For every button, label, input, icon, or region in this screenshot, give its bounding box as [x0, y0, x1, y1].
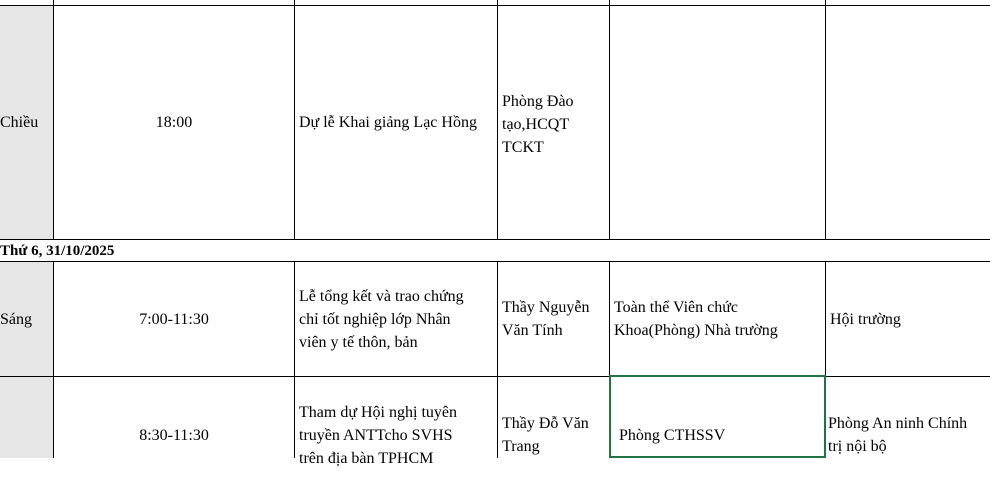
grid-line [0, 239, 990, 240]
lead-line: Thầy Nguyễn [502, 299, 590, 316]
location-line: Phòng An ninh Chính [828, 415, 968, 432]
content-label: Dự lễ Khai giảng Lạc Hồng [299, 114, 477, 131]
lead-line: Văn Tính [502, 322, 563, 339]
grid-line [0, 376, 990, 377]
location-line: trị nội bộ [828, 438, 887, 455]
grid-line [53, 0, 54, 240]
content-cell[interactable] [295, 6, 497, 239]
lead-line: Phòng Đào [502, 93, 574, 110]
location-cell[interactable] [826, 377, 990, 458]
grid-line [294, 261, 295, 458]
content-cell[interactable] [295, 377, 497, 467]
lead-cell[interactable] [498, 262, 609, 376]
grid-line [609, 0, 610, 240]
grid-line [825, 0, 826, 240]
time-label: 18:00 [155, 114, 193, 131]
content-line: Tham dự Hội nghị tuyên [299, 404, 457, 421]
content-line: viên y tế thôn, bản [299, 333, 418, 351]
lead-cell[interactable] [498, 377, 609, 458]
lead-line: tạo,HCQT [502, 116, 570, 133]
time-cell[interactable] [54, 377, 294, 493]
grid-line [0, 5, 990, 6]
session-label: Chiều [0, 114, 39, 131]
location-cell[interactable] [826, 6, 990, 239]
participants-label: Phòng CTHSSV [619, 427, 726, 444]
grid-line [497, 0, 498, 240]
participants-line: Khoa(Phòng) Nhà trường [614, 322, 778, 339]
grid-line [0, 261, 990, 262]
time-label: 7:00-11:30 [139, 310, 209, 328]
participants-cell[interactable] [610, 262, 825, 376]
session-cell[interactable] [0, 6, 53, 239]
grid-line [497, 261, 498, 458]
content-line: Lễ tổng kết và trao chứng [299, 287, 464, 305]
time-label: 8:30-11:30 [139, 427, 209, 444]
content-line: truyền ANTTcho SVHS [299, 427, 453, 444]
content-line: trên địa bàn TPHCM [299, 450, 434, 467]
time-cell[interactable] [54, 262, 294, 376]
location-cell[interactable] [826, 262, 990, 376]
participants-cell[interactable] [610, 6, 825, 239]
grid-line [294, 0, 295, 240]
session-cell[interactable] [0, 377, 53, 458]
day-header[interactable]: Thứ 6, 31/10/2025 [0, 243, 115, 259]
lead-cell[interactable] [498, 6, 609, 239]
time-cell[interactable] [54, 6, 294, 239]
grid-line [53, 261, 54, 458]
lead-line: Trang [502, 438, 540, 455]
content-line: chỉ tốt nghiệp lớp Nhân [299, 310, 451, 328]
content-cell[interactable] [295, 262, 497, 376]
lead-line: Thầy Đỗ Văn [502, 415, 589, 432]
session-cell[interactable] [0, 262, 53, 376]
active-cell-selection[interactable] [609, 375, 826, 458]
participants-line: Toàn thể Viên chức [614, 299, 739, 316]
session-label: Sáng [0, 310, 32, 328]
location-label: Hội trường [830, 310, 901, 328]
lead-line: TCKT [502, 139, 544, 156]
